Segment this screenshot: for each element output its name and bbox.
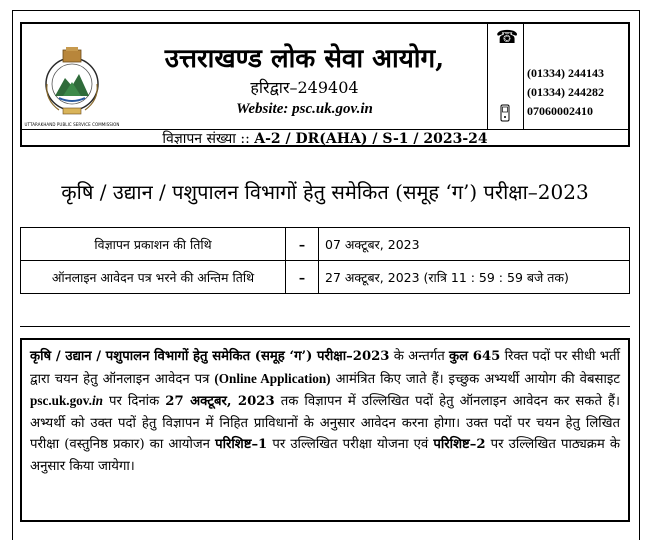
date-label: ऑनलाइन आवेदन पत्र भरने की अन्तिम तिथि [21, 261, 286, 294]
para-text: आमंत्रित किए जाते हैं। इच्छुक अभ्यर्थी आयोग की वेबसाइट [330, 371, 621, 387]
mobile-number: 07060002410 [527, 104, 593, 118]
para-text: तक विज्ञापन में उल्लिखित पदों हेतु ऑनलाइन आवेदन कर सकते हैं। अभ्यर्थी को उक्त पदों हेतु विज्ञापन में निहित प्राविधानों के अनुसार आवेदन करना होगा। उक्त पदों पर चयन हेतु लिखित परीक्षा (वस्तुनिष्ठ प्रकार) का आयोजन [30, 394, 621, 452]
exam-title: कृषि / उद्यान / पशुपालन विभागों हेतु समेकित (समूह ‘ग’) परीक्षा–2023 [61, 180, 589, 204]
date-value: 27 अक्टूबर, 2023 (रात्रि 11 : 59 : 59 बजे तक) [319, 261, 630, 294]
para-appendix-1: परिशिष्ट–1 [215, 437, 268, 452]
contact-numbers [527, 64, 627, 121]
mobile-phone-icon [500, 104, 510, 122]
para-exam-name: कृषि / उद्यान / पशुपालन विभागों हेतु समेकित (समूह ‘ग’) परीक्षा–2023 [30, 349, 390, 364]
telephone-icon: ☎ [496, 27, 519, 48]
date-separator: – [286, 228, 319, 261]
para-online-application: (Online Application) [214, 370, 331, 386]
date-label: विज्ञापन प्रकाशन की तिथि [21, 228, 286, 261]
para-text: पर उल्लिखित पाठ्यक्रम के अनुसार किया जायेगा। [30, 437, 620, 474]
para-text: पर उल्लिखित परीक्षा योजना एवं [267, 437, 434, 452]
date-value: 07 अक्टूबर, 2023 [319, 228, 630, 261]
organization-name: उत्तराखण्ड लोक सेवा आयोग, [164, 44, 445, 74]
divider [20, 326, 630, 327]
advertisement-label: विज्ञापन संख्या :: [162, 131, 255, 147]
para-website-suffix: in [91, 393, 103, 408]
date-separator: – [286, 261, 319, 294]
logo-caption: UTTARAKHAND PUBLIC SERVICE COMMISSION [24, 122, 120, 127]
para-appendix-2: परिशिष्ट–2 [433, 437, 486, 452]
phone-number: (01334) 244282 [527, 85, 604, 99]
important-dates-table [20, 227, 630, 294]
organization-website: Website: psc.uk.gov.in [236, 101, 373, 117]
advertisement-number-bar [22, 129, 628, 148]
para-last-date: 27 अक्टूबर, 2023 [165, 394, 275, 409]
para-vacancy-count: कुल 645 [449, 349, 501, 364]
organization-address: हरिद्वार–249404 [250, 78, 359, 97]
table-row [21, 261, 630, 294]
para-text: रिक्त पदों पर सीधी भर्ती द्वारा चयन हेतु ऑनलाइन आवेदन पत्र [30, 349, 620, 387]
commission-emblem-icon [41, 46, 103, 120]
table-row [21, 228, 630, 261]
contact-icons [487, 24, 524, 129]
para-text: पर दिनांक [102, 394, 166, 409]
notice-paragraph [20, 338, 630, 522]
advertisement-number: A-2 / DR(AHA) / S-1 / 2023-24 [254, 131, 488, 147]
letterhead [20, 22, 630, 147]
phone-number: (01334) 244143 [527, 66, 604, 80]
para-website: psc.uk.gov. [30, 393, 92, 408]
para-text: के अन्तर्गत [389, 349, 450, 364]
